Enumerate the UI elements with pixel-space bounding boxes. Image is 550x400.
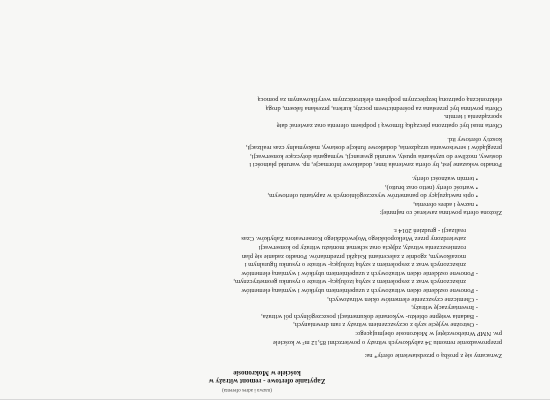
task-line-8: zniszczonych wraz z zespoleniem z szybą izolującą- witraże o rysunku figuralnym i — [244, 261, 466, 269]
additional-info-line: przeglądów i serwisowania urządzenia, dodatkowe funkcje dostawy, maksymalny czas realizacji, — [245, 144, 502, 152]
additional-info-line: Ponadto wskazane jest, by oferta zawierała inne, dodatkowe informacje, np. warunki płatności i — [249, 161, 502, 169]
signature-requirement-line: sporządzenia i termin. — [443, 113, 502, 121]
task-line-1: - Ostrożne wyjęcie szyb z oczyszczeniem witraży z ram drewnianych, — [293, 321, 478, 329]
offer-item: • wartość oferty (netto oraz brutto), — [384, 183, 478, 191]
delivery-method-line: elektroniczną opatrzoną bezpiecznym podpisem elektronicznym weryfikowanym za pomocą — [257, 96, 502, 104]
offeror-name-label: (nazwa i adres oferenta) — [222, 387, 272, 393]
offer-item: • termin ważności oferty. — [412, 174, 478, 182]
task-line-11: zatwierdzony przez Wielkopolskiego Wojewódzkiego Konserwatora Zabytków. Czas — [241, 235, 466, 243]
scope-line-2: pw. NMP Wniebowziętej w Mokronosie obejmującego: — [355, 330, 502, 338]
additional-info-line: koszt/y ofertowy itd. — [447, 135, 502, 143]
task-line-2: - Badania wstępne obiektu- wykonanie dokumentacji poszczególnych pól witraża, — [261, 312, 478, 320]
task-line-10: rozmieszczenia witraży, zdjęcia oraz schemat montażu witraży po konserwacji — [258, 244, 466, 252]
offer-requirements-heading: Złożona oferta powinna zawierać co najmniej: — [379, 209, 502, 217]
delivery-method-line: Oferta powinna być przesłana za pośrednictwem poczty, kuriera, przesłana faksem, drogą — [265, 104, 502, 112]
intro-text: Zwracamy się z prośbą o przedstawienie oferty* na: — [364, 352, 502, 360]
task-line-7: - Ponowne oszklenie okien witrażowych z uzupełnieniem ubytków i wymianą elementów — [241, 269, 478, 277]
task-line-4: - Chemiczne czyszczenie elementów okien witrażowych, — [327, 295, 478, 303]
document-title-location: kościele w Mokronosie — [233, 368, 301, 377]
task-line-3: - Inwentaryzację witraży, — [411, 304, 478, 312]
offer-item: • opis nawiązujący do parametrów wyszczególnionych w zapytaniu ofertowym, — [267, 192, 478, 200]
task-line-9: mozaikowym, zgodnie z zaleceniami Książki przedmiarów. Ponadto zadanie się plan — [241, 252, 466, 260]
additional-info-line: dostawy, możliwe do uzyskania upusty, warunki gwarancji, wymagania dotyczące konserwacji, — [249, 152, 502, 160]
offer-item: • nazwę i adres oferenta, — [413, 200, 478, 208]
document-title: Zapytanie ofertowe - remont witraży w — [208, 377, 326, 386]
scope-line-1: przeprowadzenie remontu 34 zabytkowych witraży o powierzchni 85,12 m² w kościele — [272, 338, 502, 346]
document-body — [32, 95, 502, 394]
task-line-5: - Ponowne oszklenie okien witrażowych z uzupełnieniem ubytków i wymianą elementów — [241, 287, 478, 295]
signature-requirement-line: Oferta musi być opatrzona pieczątką firmową i podpisem oferenta oraz zawierać datę — [276, 121, 502, 129]
task-line-6: zniszczonych wraz z zespoleniem z szybą izolującą- witraże o rysunku geometrycznym, — [233, 278, 466, 286]
task-line-12: realizacji - grudzień 2014 r. — [393, 226, 466, 234]
